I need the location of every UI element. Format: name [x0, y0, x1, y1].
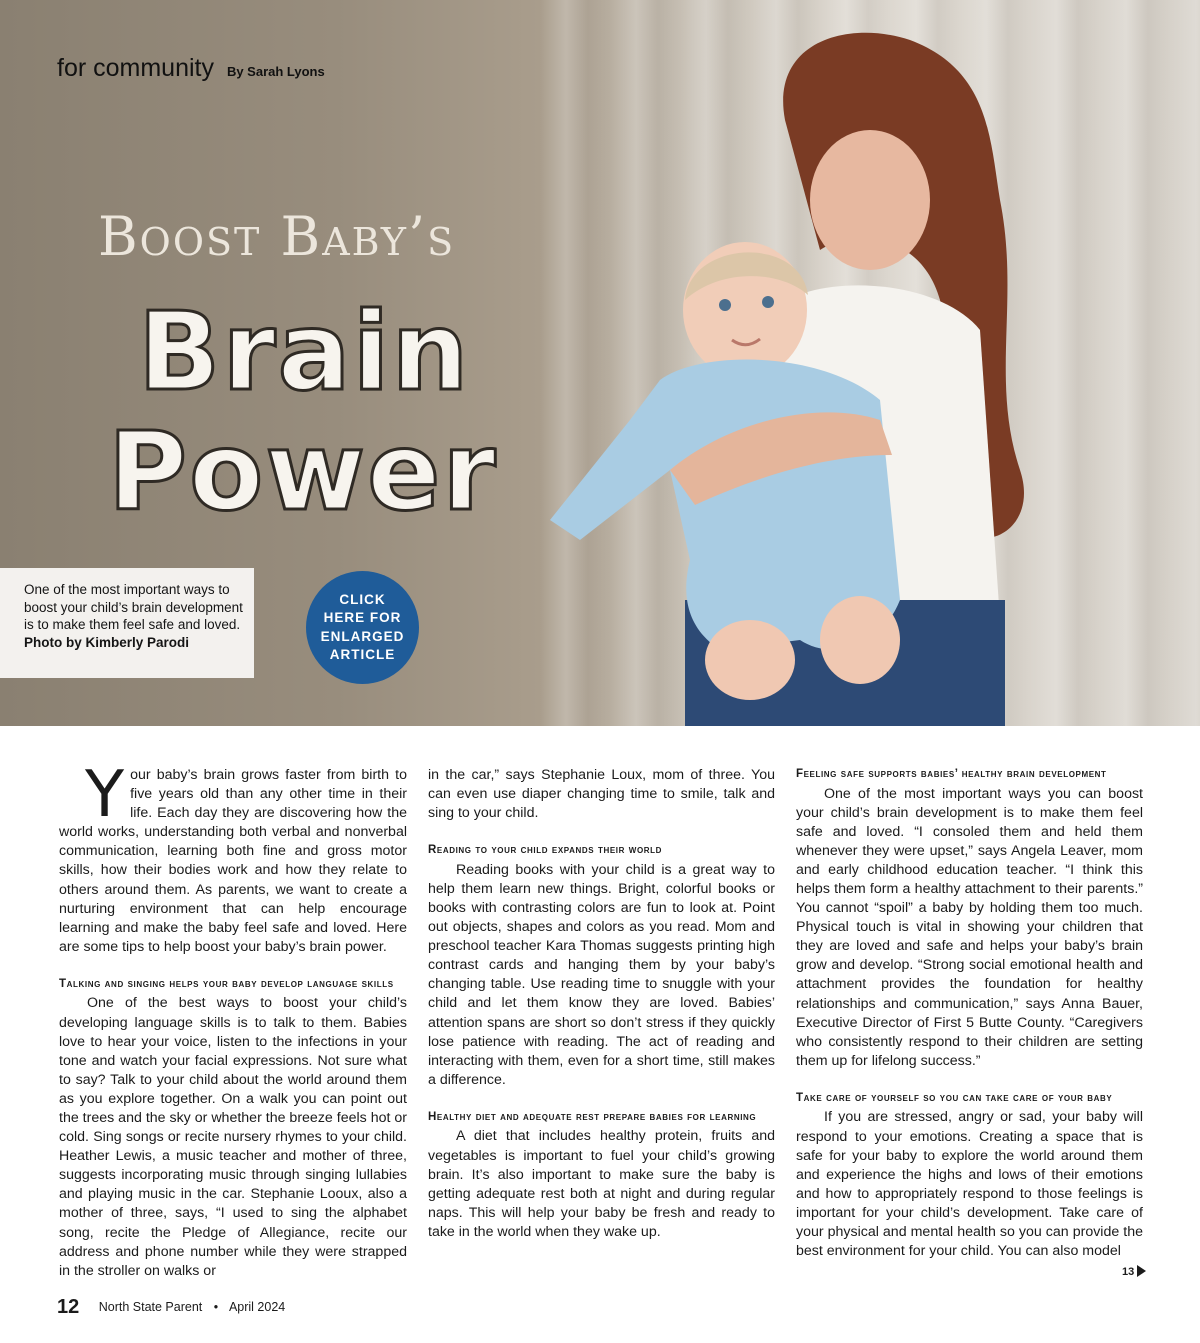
- intro-paragraph: Your baby’s brain grows faster from birth to five years old than any other time in their life. Each day they are discovering how the world works, understanding both verbal and nonverbal communication, learning both fine and gross motor skills, how their bodies work and how they relate to others around them. As parents, we want to create a nurturing environment that can help encourage learning and make the baby feel safe and loved. Here are some tips to help boost your baby’s brain power.: [59, 758, 407, 955]
- article-column-3: [796, 766, 1143, 1261]
- byline: By Sarah Lyons: [226, 64, 325, 79]
- publication-name: North State Parent: [98, 1300, 203, 1314]
- photo-caption: [0, 568, 254, 678]
- page-number: 12: [57, 1296, 80, 1318]
- section-text-self-care: If you are stressed, angry or sad, your baby will respond to your emotions. Creating a space that is safe for your baby to explore the world around them and experience the highs and lows of their emotions and how to appropriately respond to those feelings is important for your child’s development. Take care of your physical and mental health so you can provide the best environment for your child. You can also model: [796, 1109, 1143, 1260]
- section-heading-talking: Talking and singing helps your baby develop language skills: [59, 977, 394, 990]
- section-heading-safe: Feeling safe supports babies’ healthy brain development: [796, 768, 1107, 780]
- footer-separator: •: [213, 1300, 219, 1314]
- photo-credit: Photo by Kimberly Parodi: [24, 634, 190, 650]
- title-line-2: Brain: [138, 290, 471, 415]
- article-column-1: [59, 758, 407, 1281]
- title-line-1: Boost Baby’s: [98, 205, 456, 268]
- next-page-link[interactable]: [1122, 1265, 1146, 1278]
- caption-text: One of the most important ways to boost your child’s brain development is to make them feel safe and loved.: [24, 582, 243, 632]
- section-heading-reading: Reading to your child expands their world: [428, 844, 663, 857]
- article-column-2: [428, 766, 775, 1242]
- issue-date: April 2024: [228, 1300, 286, 1314]
- section-heading-self-care: Take care of yourself so you can take care of your baby: [796, 1091, 1113, 1104]
- section-heading-diet: Healthy diet and adequate rest prepare babies for learning: [428, 1110, 757, 1123]
- section-text-safe: One of the most important ways you can boost your child’s brain development is to make them feel safe and loved. “I consoled them and held them whenever they were upset,” says Angela Leaver, mom and early childhood education teacher. “I think this helps them form a healthy attachment to their parents.” You cannot “spoil” a baby by holding them too much. Physical touch is vital in showing your children that they are loved and safe and helps your baby’s brain grow and develop. “Strong social emotional health and attachment provides the foundation for healthy relationships and communication,” says Anna Bauer, Executive Director of First 5 Butte County. “Caregivers who consistently respond to their children are setting them up for lifelong success.”: [796, 785, 1143, 1069]
- title-line-3: Power: [108, 410, 498, 535]
- next-arrow-icon: [1137, 1265, 1146, 1277]
- section-name: for community: [57, 54, 214, 82]
- page-footer: [57, 1296, 285, 1319]
- enlarge-article-label: CLICK HERE FOR ENLARGED ARTICLE: [320, 591, 405, 662]
- mother-holding-baby-photo: [520, 0, 1200, 726]
- section-text-diet: A diet that includes healthy protein, fruits and vegetables is important to fuel your child’s growing brain. It’s also important to make sure the baby is getting adequate rest both at night and during regular naps. This will help your baby be fresh and ready to take in the world when they wake up.: [428, 1128, 775, 1240]
- section-label: [57, 54, 325, 83]
- section-text-talking-continued: in the car,” says Stephanie Loux, mom of three. You can even use diaper changing time to smile, talk and sing to your child.: [428, 767, 775, 822]
- enlarge-article-button[interactable]: [306, 571, 419, 684]
- section-text-reading: Reading books with your child is a great way to help them learn new things. Bright, colorful books or books with contrasting colors are fun to look at. Point out objects, shapes and colors as you read. Mom and preschool teacher Kara Thomas suggests printing high contrast cards and hanging them by your baby’s changing table. Use reading time to snuggle with your child and let them know they are loved. Babies’ attention spans are short so don’t stress if they quickly lose patience with reading. The act of reading and interacting with them, even for a short time, still makes a difference.: [428, 861, 775, 1088]
- next-page-number: 13: [1122, 1266, 1135, 1278]
- section-text-talking: One of the best ways to boost your child’s developing language skills is to talk to them. Babies love to hear your voice, listen to the infections in your tone and watch your facial expressions. Not sure what to say? Talk to your child about the world around them as you explore together. On a walk you can point out the trees and the sky or whether the breeze feels hot or cold. Sing songs or recite nursery rhymes to your child. Heather Lewis, a music teacher and mother of three, suggests incorporating music through singing lullabies and playing music in the car. Stephanie Looux, also a mother of three, says, “I used to sing the alphabet song, recite the Pledge of Allegiance, recite our address and phone number while they were strapped in the stroller on walks or: [59, 995, 407, 1279]
